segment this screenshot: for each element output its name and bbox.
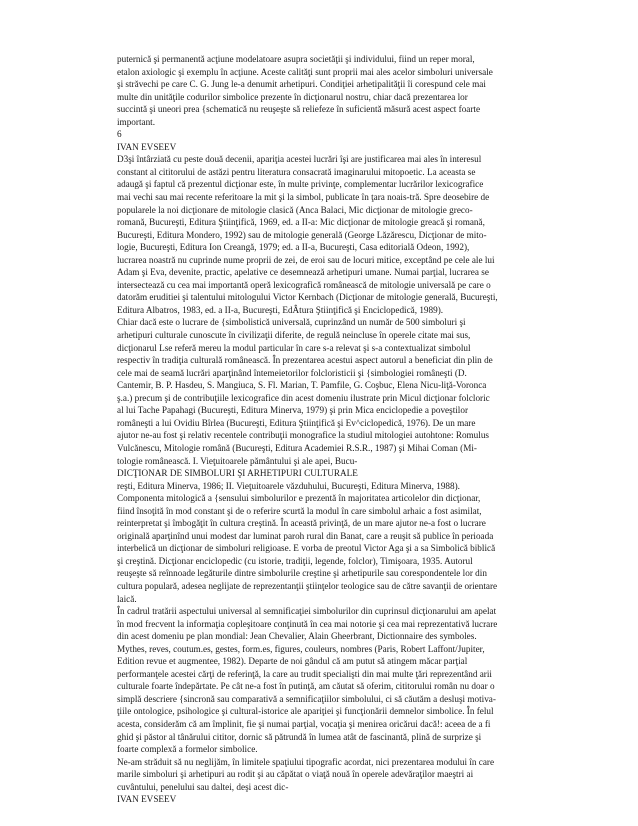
text-line: În cadrul tratării aspectului universal al semnificaţiei simbolurilor din cuprinsul dicţionarului am apelat (117, 606, 497, 617)
document-page (117, 53, 522, 806)
text-line: Adam şi Eva, devenite, practic, apelative ce desemnează arhetipuri umane. Numai parţial, lucrarea se (117, 267, 489, 278)
text-line: Mythes, reves, coutum.es, gestes, form.es, figures, couleurs, nombres (Paris, Robert Laffont/Jupiter, (117, 643, 485, 654)
text-line: şi creştină. Dicţionar enciclopedic (cu istorie, tradiţii, legende, folclor), Timişoara, 1935. Autorul (117, 555, 473, 566)
text-line: ş.a.) precum şi de contribuţiile lexicografice din acest domeniu ilustrate prin Micul dicţionar folcloric (117, 392, 490, 403)
text-line: fiind însoţită în mod constant şi de o referire scurtă la modul în care simbolul arhaic a fost asimilat, (117, 505, 482, 516)
text-line: în mod frecvent la informaţia copleşitoare conţinută în cea mai notorie şi cea mai reprezentativă lucrare (117, 618, 498, 629)
text-line: Cantemir, B. P. Hasdeu, S. Mangiuca, S. Fl. Marian, T. Pamfile, G. Coşbuc, Elena Nicu-liţă-Voronca (117, 380, 487, 391)
text-line: 6 (117, 129, 122, 140)
text-line: Vulcănescu, Mitologie română (Bucureşti, Editura Academiei R.S.R., 1987) şi Mihai Coman (Mi- (117, 442, 477, 453)
text-line: IVAN EVSEEV (117, 794, 177, 805)
text-line: reinterpretat şi îmbogăţit în cultura creştină. În această privinţă, de un mare ajutor ne-a fost o lucrare (117, 518, 486, 529)
text-line: mai vechi sau mai recente referitoare la mit şi la simbol, publicate în ţara noais-tră. Spre deosebire de (117, 192, 490, 203)
text-line: popularele la noi dicţionare de mitologie clasică (Anca Balaci, Mic dicţionar de mitologie greco- (117, 204, 473, 215)
text-line: important. (117, 116, 156, 127)
text-line: culturale foarte îndepărtate. Pe cât ne-a fost în putinţă, am căutat să oferim, cititorului român nu doar o (117, 681, 495, 692)
text-line: etalon axiologic şi exemplu în acţiune. Aceste calităţi sunt proprii mai ales acelor simboluri universale (117, 66, 493, 77)
text-line: dicţionarul Lse referă mereu la modul particular în care s-a relevat şi s-a contextualizat simbolul (117, 342, 471, 353)
text-line: romană, Bucureşti, Editura Ştiinţifică, 1969, ed. a II-a: Mic dicţionar de mitologie greacă şi romană, (117, 217, 485, 228)
text-line: cuvântului, penelului sau daltei, deşi acest dic- (117, 781, 289, 792)
text-line: constant al cititorului de astăzi pentru literatura consacrată imaginarului mitopoetic. La aceasta se (117, 166, 476, 177)
text-line: respectiv în tradiţia culturală românească. În prezentarea acestui aspect autorul a beneficiat din plin de (117, 355, 493, 366)
text-line: marile simboluri şi arhetipuri au rodit şi au căpătat o viaţă nouă în operele adevăraţilor maeştri ai (117, 769, 474, 780)
text-line: Chiar dacă este o lucrare de {simbolistică universală, cuprinzând un număr de 500 simboluri şi (117, 317, 466, 328)
text-line: logie, Bucureşti, Editura Ion Creangă, 1979; ed. a II-a, Bucureşti, Casa editorială Odeon, 1992), (117, 242, 470, 253)
text-line: Edition revue et augmentee, 1982). Departe de noi gândul că am putut să atingem măcar parţial (117, 656, 468, 667)
text-line: ajutor ne-au fost şi relativ recentele contribuţii monografice la studiul mitologiei autohtone: Romulus (117, 430, 489, 441)
text-line: originală aparţinînd unui modest dar luminat paroh rural din Banat, care a reuşit să publice în perioada (117, 530, 494, 541)
text-line: Ne-am străduit să nu neglijăm, în limitele spaţiului tipografic acordat, nici prezentarea modului în care (117, 756, 495, 767)
text-line: Bucureşti, Editura Mondero, 1992) sau de mitologie generală (George Lăzărescu, Dicţionar de mito- (117, 229, 487, 240)
text-line: Componenta mitologică a {sensului simbolurilor e prezentă în majoritatea articolelor din dicţionar, (117, 493, 481, 504)
text-line: ţiile ontologice, psihologice şi cultural-istorice ale apariţiei şi funcţionării demnelor simbolice. În felul (117, 706, 494, 717)
text-line: DICŢIONAR DE SIMBOLURI ŞI ARHETIPURI CULTURALE (117, 468, 358, 479)
text-line: performanţele acestei cărţi de referinţă, la care au trudit specialişti din mai multe ţări reprezentând arii (117, 668, 492, 679)
text-line: puternică şi permanentă acţiune modelatoare asupra societăţii şi individului, fiind un reper moral, (117, 54, 475, 64)
text-line: D3şi întârziată cu peste două decenii, apariţia acestei lucrări îşi are justificarea mai ales în interesul (117, 154, 482, 165)
text-line: al lui Tache Papahagi (Bucureşti, Editura Minerva, 1979) şi prin Mica enciclopedie a poveştilor (117, 405, 469, 416)
text-line: ghid şi păstor al tânărului cititor, dornic să pătrundă în lumea atât de fascinantă, plină de surprize şi (117, 731, 482, 742)
text-line: reuşeşte să reînnoade legăturile dintre simbolurile creştine şi arhetipurile sau corespondentele lor din (117, 568, 487, 579)
text-line: Editura Albatros, 1983, ed. a II-a, Bucureşti, EdÂtura Ştiinţifică şi Enciclopedică, 1989). (117, 304, 444, 315)
text-line: lucrarea noastră nu cuprinde nume proprii de zei, de eroi sau de locuri mitice, exceptând pe cele ale lui (117, 254, 495, 265)
text-line: reşti, Editura Minerva, 1986; II. Vieţuitoarele văzduhului, Bucureşti, Editura Minerva, 1988). (117, 480, 460, 491)
text-line: simplă descriere {sincronă sau comparativă a semnificaţiilor simbolului, ci să căutăm a desluşi motiva- (117, 693, 496, 704)
text-line: cultura populară, adesea neglijate de reprezentanţii ştiinţelor teologice sau de către savanţii de orientare (117, 580, 498, 591)
text-line: foarte complexă a formelor simbolice. (117, 744, 258, 755)
text-line: româneşti a lui Ovidiu Bîrlea (Bucureşti, Editura Ştiinţifică şi Ev^ciclopedică, 1976). De un mare (117, 417, 476, 428)
text-line: succintă şi uneori prea {schematică nu reuşeşte să reliefeze în suficientă măsură acest aspect foarte (117, 104, 481, 115)
text-line: acesta, considerăm că am împlinit, fie şi numai parţial, vocaţia şi menirea oricărui dacă!: aceea de a fi (117, 718, 491, 729)
text-line: şi străvechi pe care C. G. Jung le-a denumit arhetipuri. Condiţiei arhetipalităţii îi corespund cele mai (117, 79, 486, 90)
text-line: tologie românească. I. Vieţuitoarele pământului şi ale apei, Bucu- (117, 455, 358, 466)
text-line: interbelică un dicţionar de simboluri religioase. E vorba de preotul Victor Aga şi a sa Simbolică biblică (117, 543, 496, 554)
text-line: datorăm eruditiei şi talentului mitologului Victor Kernbach (Dicţionar de mitologie generală, Bucureşti, (117, 292, 498, 303)
text-line: multe din unităţile codurilor simbolice prezente în dicţionarul nostru, chiar dacă prezentarea lor (117, 91, 468, 102)
text-line: adaugă şi faptul că prezentul dicţionar este, în multe privinţe, complementar lucrărilor lexicografice (117, 179, 484, 190)
text-line: arhetipuri culturale cunoscute în civilizaţii diferite, de regulă neincluse în operele citate mai sus, (117, 330, 471, 341)
text-line: cele mai de seamă lucrări aparţinând întemeietorilor folcloristicii şi {simbologiei româneşti (D. (117, 367, 467, 378)
text-line: din acest domeniu pe plan mondial: Jean Chevalier, Alain Gheerbrant, Dictionnaire des symboles. (117, 631, 477, 642)
text-line: IVAN EVSEEV (117, 141, 177, 152)
text-line: laică. (117, 593, 137, 604)
text-line: intersectează cu cea mai importantă operă lexicografică românească de mitologie universală pe care o (117, 279, 491, 290)
